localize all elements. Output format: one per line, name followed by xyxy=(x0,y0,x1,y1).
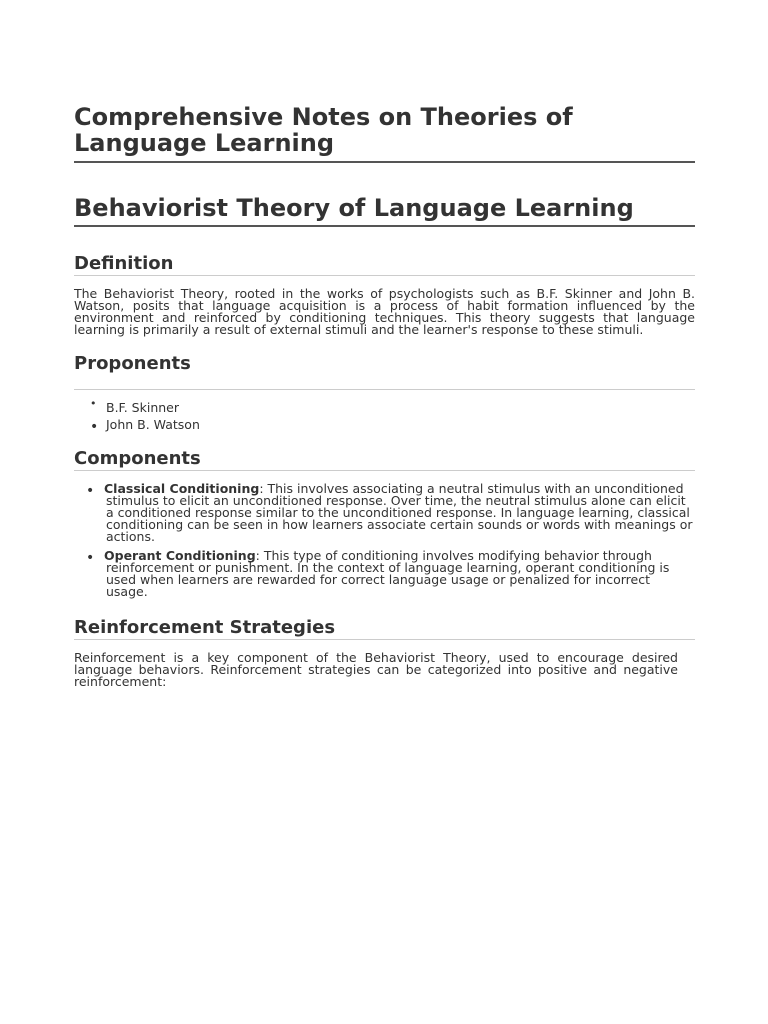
document-title: Comprehensive Notes on Theories of Language Learning xyxy=(74,103,573,157)
component-description: : This type of conditioning involves modifying behavior through reinforcement or punishment. In the context of language learning, operant conditioning is used when learners are rewarded for correct language usage or penalized for incorrect usage. xyxy=(106,548,670,599)
bullet-icon: • xyxy=(90,397,97,410)
bullet-icon: • xyxy=(90,419,99,435)
bullet-icon: • xyxy=(86,550,95,566)
proponents-divider xyxy=(74,389,695,390)
bullet-icon: • xyxy=(86,483,95,499)
component-term: Classical Conditioning xyxy=(104,481,260,496)
list-item xyxy=(74,419,695,436)
component-term: Operant Conditioning xyxy=(104,548,256,563)
component-description: : This involves associating a neutral stimulus with an unconditioned stimulus to elicit an unconditioned response. Over time, the neutral stimulus alone can elicit a conditioned response similar to the unconditioned response. In language learning, classical conditioning can be seen in how learners associate certain sounds or words with meanings or actions. xyxy=(106,481,693,544)
components-divider xyxy=(74,470,695,471)
definition-heading: Definition xyxy=(74,253,174,274)
proponent-name: John B. Watson xyxy=(106,417,200,432)
components-heading: Components xyxy=(74,448,201,469)
definition-text: The Behaviorist Theory, rooted in the works of psychologists such as B.F. Skinner and John B. Watson, posits that language acquisition is a process of habit formation influenced by the environment and reinforced by conditioning techniques. This theory suggests that language learning is primarily a result of external stimuli and the learner's response to these stimuli. xyxy=(74,286,695,337)
components-list xyxy=(74,483,695,598)
list-item xyxy=(74,550,695,598)
reinforcement-divider xyxy=(74,639,695,640)
reinforcement-text: Reinforcement is a key component of the Behaviorist Theory, used to encourage desired language behaviors. Reinforcement strategies can be categorized into positive and negative reinforcement: xyxy=(74,650,678,689)
list-item xyxy=(74,483,695,543)
section-title: Behaviorist Theory of Language Learning xyxy=(74,194,634,222)
reinforcement-heading: Reinforcement Strategies xyxy=(74,617,336,638)
proponent-name: B.F. Skinner xyxy=(106,400,179,415)
proponents-list xyxy=(74,397,695,436)
proponents-heading: Proponents xyxy=(74,353,191,374)
definition-divider xyxy=(74,275,695,276)
title-divider xyxy=(74,161,695,163)
section-divider xyxy=(74,225,695,227)
